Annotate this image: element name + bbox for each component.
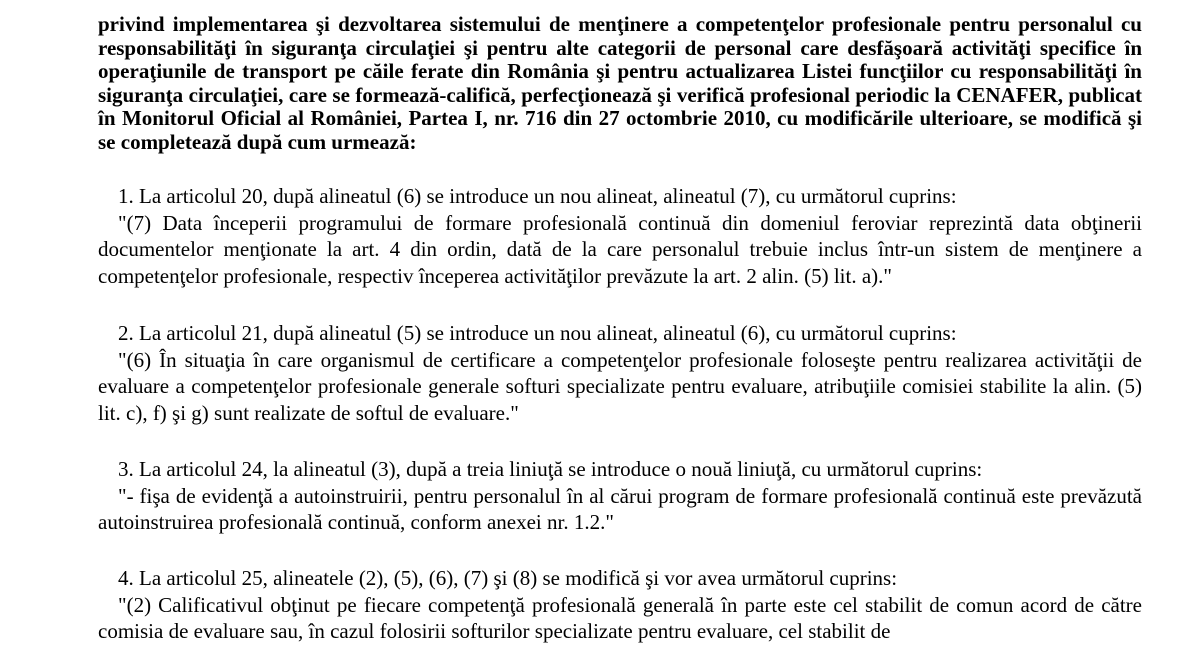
- amendment-lead: 2. La articolul 21, după alineatul (5) se introduce un nou alineat, alineatul (6), cu următorul cuprins:: [118, 321, 957, 345]
- amendment-item-1: [98, 183, 1142, 289]
- amendment-item-2: [98, 320, 1142, 426]
- amendment-item-3: [98, 456, 1142, 536]
- amendment-quote: "- fişa de evidenţă a autoinstruirii, pentru personalul în al cărui program de formare profesională continuă este prevăzută autoinstruirea profesională continuă, conform anexei nr. 1.2.": [98, 483, 1142, 534]
- amendment-quote: "(6) În situaţia în care organismul de certificare a competenţelor profesionale foloseşte pentru realizarea activităţii de evaluare a competenţelor profesionale generale softuri specializate pentru evaluare, atribuţiile comisiei stabilite la alin. (5) lit. c), f) şi g) sunt realizate de softul de evaluare.": [98, 347, 1142, 425]
- amendment-lead: 4. La articolul 25, alineatele (2), (5), (6), (7) şi (8) se modifică şi vor avea următorul cuprins:: [118, 566, 898, 590]
- amendment-item-4: [98, 565, 1142, 645]
- intro-paragraph: privind implementarea şi dezvoltarea sistemului de menţinere a competenţelor profesionale pentru personalul cu responsabilităţi în siguranţa circulaţiei şi pentru alte categorii de personal care desfăşoară activităţi specifice în operaţiunile de transport pe căile ferate din România şi pentru actualizarea Listei funcţiilor cu responsabilităţi în siguranţa circulaţiei, care se formează-califică, perfecţionează şi verifică profesional periodic la CENAFER, publicat în Monitorul Oficial al României, Partea I, nr. 716 din 27 octombrie 2010, cu modificările ulterioare, se modifică şi se completează după cum urmează:: [98, 12, 1142, 154]
- amendment-quote: "(2) Calificativul obţinut pe fiecare competenţă profesională generală în parte este cel stabilit de comun acord de către comisia de evaluare sau, în cazul folosirii softurilor specializate pentru evaluare, cel stabilit de: [98, 592, 1142, 643]
- amendment-quote: "(7) Data începerii programului de formare profesională continuă din domeniul feroviar reprezintă data obţinerii documentelor menţionate la art. 4 din ordin, dată de la care personalul trebuie inclus într-un sistem de menţinere a competenţelor profesionale, respectiv începerea activităţilor prevăzute la art. 2 alin. (5) lit. a).": [98, 210, 1142, 288]
- amendment-lead: 1. La articolul 20, după alineatul (6) se introduce un nou alineat, alineatul (7), cu următorul cuprins:: [118, 184, 957, 208]
- amendment-lead: 3. La articolul 24, la alineatul (3), după a treia liniuţă se introduce o nouă liniuţă, cu următorul cuprins:: [118, 457, 983, 481]
